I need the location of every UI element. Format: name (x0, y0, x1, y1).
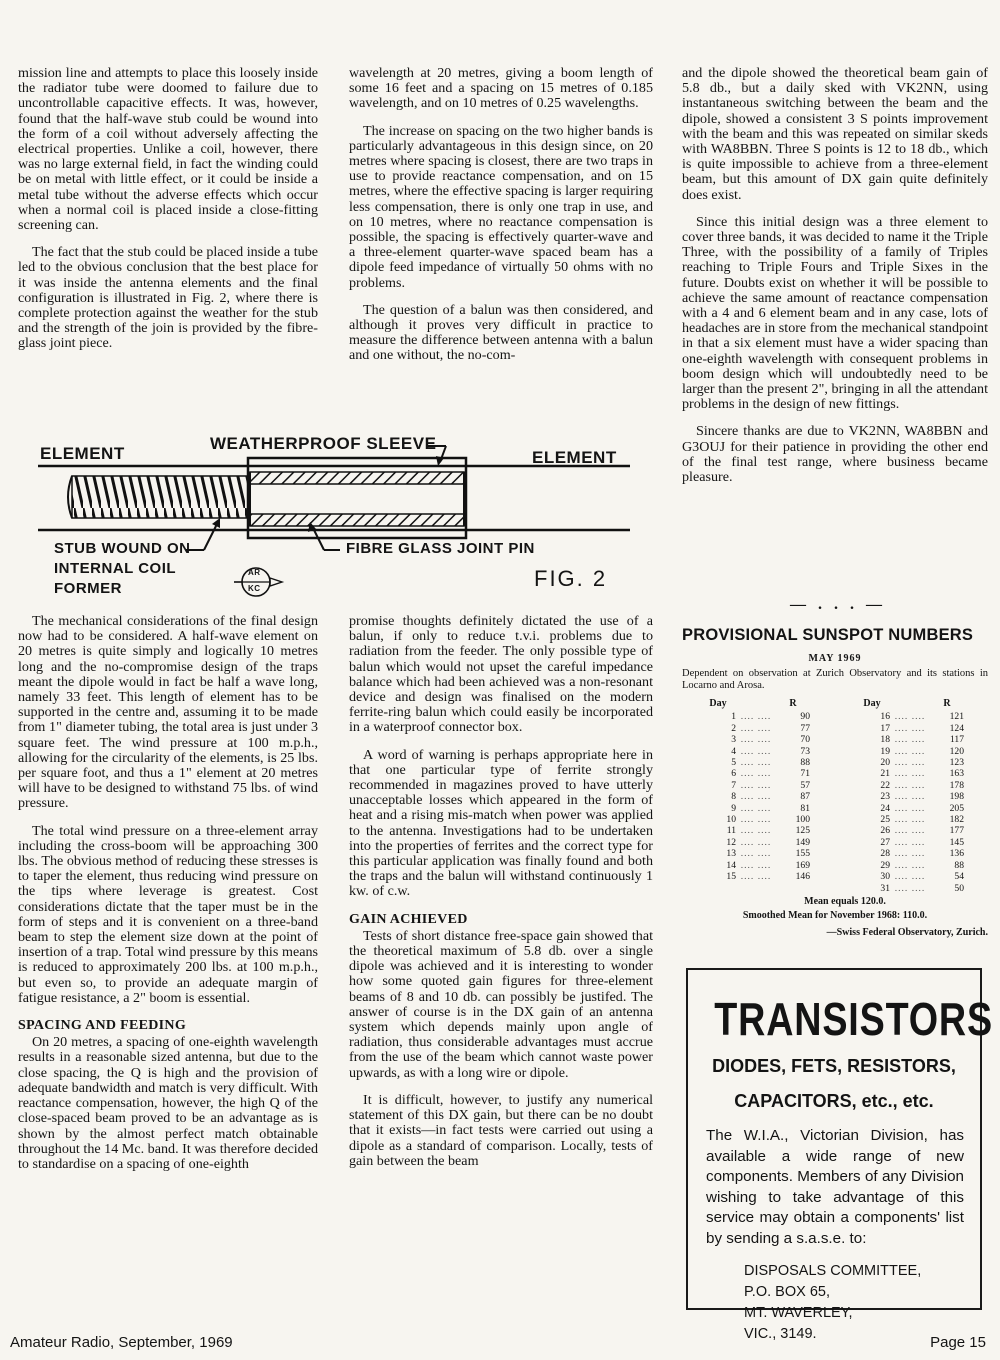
leader-dots: .... .... (740, 825, 772, 837)
r-value: 178 (949, 779, 964, 791)
day-value: 2 (731, 722, 736, 734)
leader-dots (736, 883, 776, 894)
r-value: 70 (800, 734, 810, 746)
column-1-top (18, 66, 318, 364)
leader-dots: .... .... (740, 711, 772, 723)
paragraph: On 20 metres, a spacing of one-eighth wavelength results in a reasonable sized antenna, but due to the close spacing, the Q is high and the provision of adequate bandwidth and match is very difficult. With reactance compensation, however, the high Q of the close-spaced beam proved to be an advantage as is shown by the almost perfect match obtainable throughout the 14 Mc. band. It was therefore decided to standardise on a spacing of one-eighth (18, 1034, 318, 1172)
leader-dots: .... .... (740, 745, 772, 757)
r-value: 136 (949, 848, 964, 860)
day-value: 6 (731, 768, 736, 780)
footer-page-number: Page 15 (930, 1334, 986, 1351)
spacer (810, 711, 854, 722)
leader-dots: .... .... (740, 734, 772, 746)
sunspot-row (700, 848, 964, 859)
r-value: 57 (800, 779, 810, 791)
paragraph: The fact that the stub could be placed inside a tube led to the obvious conclusion that the best place for it was inside the antenna elements and the final configuration is illustrated in Fig. 2, where there is complete protection against the weather for the stub and the strength of the join is provided by the fibre-glass joint piece. (18, 244, 318, 352)
sunspot-row (700, 723, 964, 734)
spacer (810, 746, 854, 757)
r-value: 88 (954, 859, 964, 871)
leader-dots: .... .... (740, 722, 772, 734)
leader-dots: .... .... (894, 745, 926, 757)
column-2-top (349, 66, 653, 376)
logo-text-top: AR (248, 568, 261, 577)
spacer (810, 825, 854, 836)
sunspot-row (700, 746, 964, 757)
spacer (810, 780, 854, 791)
sunspot-row (700, 803, 964, 814)
advert-address (744, 1261, 980, 1345)
day-value: 26 (880, 825, 890, 837)
leader-dots: .... .... (894, 825, 926, 837)
label-stub-line-2: INTERNAL COIL (54, 560, 177, 577)
r-value: 90 (800, 711, 810, 723)
r-value: 155 (795, 848, 810, 860)
paragraph: It is difficult, however, to justify any numerical statement of this DX gain, but there can be no doubt that it exists—in fact tests were carried out using a dipole as a standard of comparison. Locally, tests of gain between the beam (349, 1091, 653, 1169)
advert-line-1: DIODES, FETS, RESISTORS, (712, 1056, 956, 1076)
day-value: 14 (726, 859, 736, 871)
r-value: 100 (795, 814, 810, 826)
day-value: 1 (731, 711, 736, 723)
advert-line-2: CAPACITORS, etc., etc. (734, 1091, 934, 1111)
r-value: 73 (800, 745, 810, 757)
day-value: 10 (726, 814, 736, 826)
day-value: 17 (880, 722, 890, 734)
col-header-day: Day (863, 698, 881, 709)
paragraph: mission line and attempts to place this loosely inside the radiator tube were doomed to failure due to uncontrollable capacitive effects. It was, however, found that the half-wave stub could be wound into the form of a coil without adversely affecting the electrical properties. Unlike a coil, however, there was no large external field, in fact the winding could be on metal with little effect, or it could be inside a metal tube without the adverse effects which occur when a normal coil is placed inside a close-fitting screening can. (18, 65, 318, 234)
r-value: 77 (800, 722, 810, 734)
leader-dots: .... .... (894, 882, 926, 894)
r-value: 54 (954, 871, 964, 883)
leader-dots: .... .... (894, 802, 926, 814)
section-heading-spacing-and-feeding: SPACING AND FEEDING (18, 1018, 187, 1034)
r-value: 123 (949, 757, 964, 769)
r-value: 121 (949, 711, 964, 723)
column-1-bottom (18, 614, 318, 1184)
sunspot-row (700, 780, 964, 791)
day-value: 4 (731, 745, 736, 757)
day-value: 12 (726, 836, 736, 848)
leader-dots: .... .... (740, 768, 772, 780)
spacer (810, 723, 854, 734)
day-value: 23 (880, 791, 890, 803)
leader-dots: .... .... (740, 848, 772, 860)
label-stub-line-1: STUB WOUND ON (54, 540, 191, 557)
transistors-advert (686, 968, 993, 1342)
r-value: 205 (949, 802, 964, 814)
r-value: 163 (949, 768, 964, 780)
r-value (776, 883, 810, 894)
leader-dots: .... .... (740, 802, 772, 814)
figure-caption: FIG. 2 (534, 566, 608, 591)
sunspot-row (700, 768, 964, 779)
column-2-bottom (349, 614, 653, 1181)
sunspot-row (700, 883, 964, 894)
day-value: 29 (880, 859, 890, 871)
label-element-right: ELEMENT (532, 448, 617, 467)
sunspot-row (700, 825, 964, 836)
label-weatherproof-sleeve: WEATHERPROOF SLEEVE (210, 434, 437, 453)
leader-dots: .... .... (740, 859, 772, 871)
paragraph: promise thoughts definitely dictated the use of a balun, if only to reduce t.v.i. problems due to radiation from the feeder. The only possible type of balun which would not upset the careful impedance balance which had been achieved was a non-resonant device and design was finalised on the modern ferrite-ring balun which could easily be incorporated in a waterproof connector box. (349, 613, 653, 736)
r-value: 145 (949, 836, 964, 848)
r-value: 198 (949, 791, 964, 803)
spacer (810, 837, 854, 848)
day-value: 16 (880, 711, 890, 723)
sunspot-row (700, 814, 964, 825)
spacer (810, 848, 854, 859)
leader-dots: .... .... (740, 836, 772, 848)
leader-dots: .... .... (894, 848, 926, 860)
sunspot-dependent-note: Dependent on observation at Zurich Observatory and its stations in Locarno and Arosa. (682, 668, 988, 691)
col-header-r: R (789, 698, 797, 709)
day-value: 24 (880, 802, 890, 814)
leader-dots: .... .... (740, 791, 772, 803)
label-stub-line-3: FORMER (54, 580, 122, 597)
day-value: 30 (880, 871, 890, 883)
spacer (810, 734, 854, 745)
footer-publication: Amateur Radio, September, 1969 (10, 1334, 233, 1351)
day-value: 25 (880, 814, 890, 826)
day-value: 27 (880, 836, 890, 848)
leader-dots: .... .... (894, 859, 926, 871)
r-value: 81 (800, 802, 810, 814)
spacer (810, 814, 854, 825)
day-value: 21 (880, 768, 890, 780)
r-value: 125 (795, 825, 810, 837)
r-value: 88 (800, 757, 810, 769)
leader-dots: .... .... (740, 757, 772, 769)
sunspot-row (700, 734, 964, 745)
leader-dots: .... .... (894, 791, 926, 803)
paragraph: wavelength at 20 metres, giving a boom length of some 16 feet and a spacing on 15 metres of 0.185 wavelength, and on 10 metres of 0.25 wavelengths. (349, 65, 653, 112)
r-value: 71 (800, 768, 810, 780)
paragraph: Since this initial design was a three element to cover three bands, it was decided to name it the Triple Three, with the possibility of a family of Triples reaching to Triple Fours and Triple Sixes in the future. Doubts exist on whether it will be possible to achieve the same amount of reactance compensation with a 4 and 6 element beam and in any case, lots of headaches are in store from the mechanical standpoint in that a six element must have a wider spacing than one-eighth wavelength with consequent problems in boom design which will undoubtedly need to be larger than the present 2", bringing in all the attendant problems in the design of new fittings. (682, 213, 988, 413)
day-value: 22 (880, 779, 890, 791)
r-value: 50 (954, 882, 964, 894)
leader-dots: .... .... (894, 836, 926, 848)
col-header-day: Day (709, 698, 727, 709)
day-value (700, 883, 736, 894)
spacer (810, 757, 854, 768)
sunspot-row (700, 757, 964, 768)
leader-dots: .... .... (894, 711, 926, 723)
leader-dots: .... .... (894, 768, 926, 780)
leader-dots: .... .... (740, 814, 772, 826)
day-value: 19 (880, 745, 890, 757)
col-header-r: R (943, 698, 951, 709)
r-value: 117 (949, 734, 964, 746)
leader-dots: .... .... (740, 779, 772, 791)
address-line: P.O. BOX 65, (744, 1284, 830, 1300)
spacer (810, 791, 854, 802)
spacer (810, 883, 854, 894)
day-value: 31 (880, 882, 890, 894)
spacer (810, 803, 854, 814)
leader-dots: .... .... (740, 871, 772, 883)
advert-body: The W.I.A., Victorian Division, has available a wide range of new components. Members of any Division wishing to take advantage of this service may obtain a components' list by sending a s.a.s.e. to: (706, 1127, 964, 1247)
address-line: MT. WAVERLEY, (744, 1305, 853, 1321)
spacer (810, 871, 854, 882)
leader-dots: .... .... (894, 779, 926, 791)
address-line: DISPOSALS COMMITTEE, (744, 1263, 922, 1279)
paragraph: The question of a balun was then considered, and although it proves very difficult in practice to measure the difference between antenna with a balun and one without, the no-com- (349, 301, 653, 364)
leader-dots: .... .... (894, 871, 926, 883)
sunspot-smoothed-mean: Smoothed Mean for November 1968: 110.0. (742, 909, 928, 921)
day-value: 7 (731, 779, 736, 791)
r-value: 149 (795, 836, 810, 848)
sunspot-title: PROVISIONAL SUNSPOT NUMBERS (682, 626, 974, 644)
day-value: 3 (731, 734, 736, 746)
r-value: 177 (949, 825, 964, 837)
sunspot-row (700, 711, 964, 722)
section-heading-gain-achieved: GAIN ACHIEVED (349, 911, 468, 927)
day-value: 20 (880, 757, 890, 769)
sunspot-numbers (682, 626, 988, 938)
leader-dots: .... .... (894, 722, 926, 734)
leader-dots: .... .... (894, 734, 926, 746)
r-value: 146 (795, 871, 810, 883)
logo-text-bottom: KC (248, 584, 261, 593)
leader-dots: .... .... (894, 757, 926, 769)
day-value: 9 (731, 802, 736, 814)
r-value: 182 (949, 814, 964, 826)
r-value: 87 (800, 791, 810, 803)
label-element-left: ELEMENT (40, 444, 125, 463)
spacer (810, 768, 854, 779)
paragraph: A word of warning is perhaps appropriate here in that one particular type of ferrite strongly recommended in magazines proved to have utterly unacceptable losses which appeared in the form of heat and a rising mis-match when power was applied to the antenna. Investigations had to be undertaken into the properties of ferrites and the correct type for this particular application was finally found and both the traps and the balun will withstand continuously 1 kw. of c.w. (349, 746, 653, 900)
sunspot-row (700, 860, 964, 871)
sunspot-source: —Swiss Federal Observatory, Zurich. (826, 926, 988, 938)
day-value: 8 (731, 791, 736, 803)
sunspot-row (700, 871, 964, 882)
spacer (810, 860, 854, 871)
advert-headline: TRANSISTORS (714, 993, 993, 1045)
label-fibre-glass-joint-pin: FIBRE GLASS JOINT PIN (346, 540, 535, 557)
address-line: VIC., 3149. (744, 1326, 817, 1342)
day-value: 15 (726, 871, 736, 883)
section-divider: — . . . — (790, 596, 886, 613)
paragraph: The increase on spacing on the two higher bands is particularly advantageous in this design since, on 20 metres where spacing is closest, there are two traps in use to provide reactance compensation, and on 15 metres, where the effective spacing is larger requiring less compensation, there is only one trap in use, and on 10 metres, where no reactance compensation is possible, the spacing is effectively quarter-wave and a three-element quarter-wave spaced beam has a dipole feed impedance of virtually 50 ohms with no problems. (349, 122, 653, 291)
sunspot-mean: Mean equals 120.0. (804, 895, 886, 907)
r-value: 120 (949, 745, 964, 757)
sunspot-row (700, 791, 964, 802)
paragraph: Tests of short distance free-space gain showed that the theoretical maximum of 5.8 db. over a single dipole was achieved and it is interesting to wonder how some quoted gain figures for three-element beams of 8 and 10 db. can possibly be justifed. The answer of course is in the DX gain of an antenna system which depends mainly upon angle of radiation, thus considerable advantages must accrue from the use of the beam which cannot waste power upwards, as with a long wire or dipole. (349, 927, 653, 1081)
day-value: 18 (880, 734, 890, 746)
sunspot-table (700, 698, 964, 894)
day-value: 13 (726, 848, 736, 860)
r-value: 169 (795, 859, 810, 871)
day-value: 28 (880, 848, 890, 860)
figure-2 (20, 428, 660, 604)
r-value: 124 (949, 722, 964, 734)
day-value: 5 (731, 757, 736, 769)
paragraph: The mechanical considerations of the final design now had to be considered. A half-wave element on 20 metres is quite simply and logically 10 metres long and the no-compromise design of the traps meant the dipole would in fact be half a wave long, namely 33 feet. This length of element has to be supported in the centre and, assuming it to be made from 1" diameter tubing, the total area is just under 3 square feet. The wind pressure at 100 m.p.h., allowing for the circularity of the elements, is 25 lbs. per square foot, and thus a 1" element at 20 metres will have to be designed to withstand 75 lbs. of wind pressure. (18, 613, 318, 812)
leader-dots: .... .... (894, 814, 926, 826)
paragraph: The total wind pressure on a three-element array including the cross-boom will be approaching 300 lbs. The obvious method of reducing these stresses is to taper the element, thus reducing wind pressure on the tips where leverage is greatest. Cost considerations dictate that the taper must be in the form of steps and it is convenient on a three-band beam to step the element size down at the point of insertion of a trap. Total wind pressure by this means is reduced to approximately 200 lbs. at 100 m.p.h., but even so, to provide an adequate margin of fatigue resistance, a 2" boom is essential. (18, 822, 318, 1006)
column-3 (682, 66, 988, 497)
paragraph: Sincere thanks are due to VK2NN, WA8BBN and G3OUJ for their patience in providing the other end of the final test range, where business became pleasure. (682, 423, 988, 486)
day-value: 11 (726, 825, 736, 837)
paragraph: and the dipole showed the theoretical beam gain of 5.8 db., but a daily sked with VK2NN, using instantaneous switching between the beam and the dipole, showed a consistent 3 S points improvement with the beam and this was repeated on similar skeds with WA8BBN. Three S points is 12 to 18 db., which is quite impossible to achieve from a three-element beam, but this amount of DX gain quite definitely does exist. (682, 65, 988, 203)
sunspot-row (700, 837, 964, 848)
sunspot-month: MAY 1969 (808, 653, 862, 664)
